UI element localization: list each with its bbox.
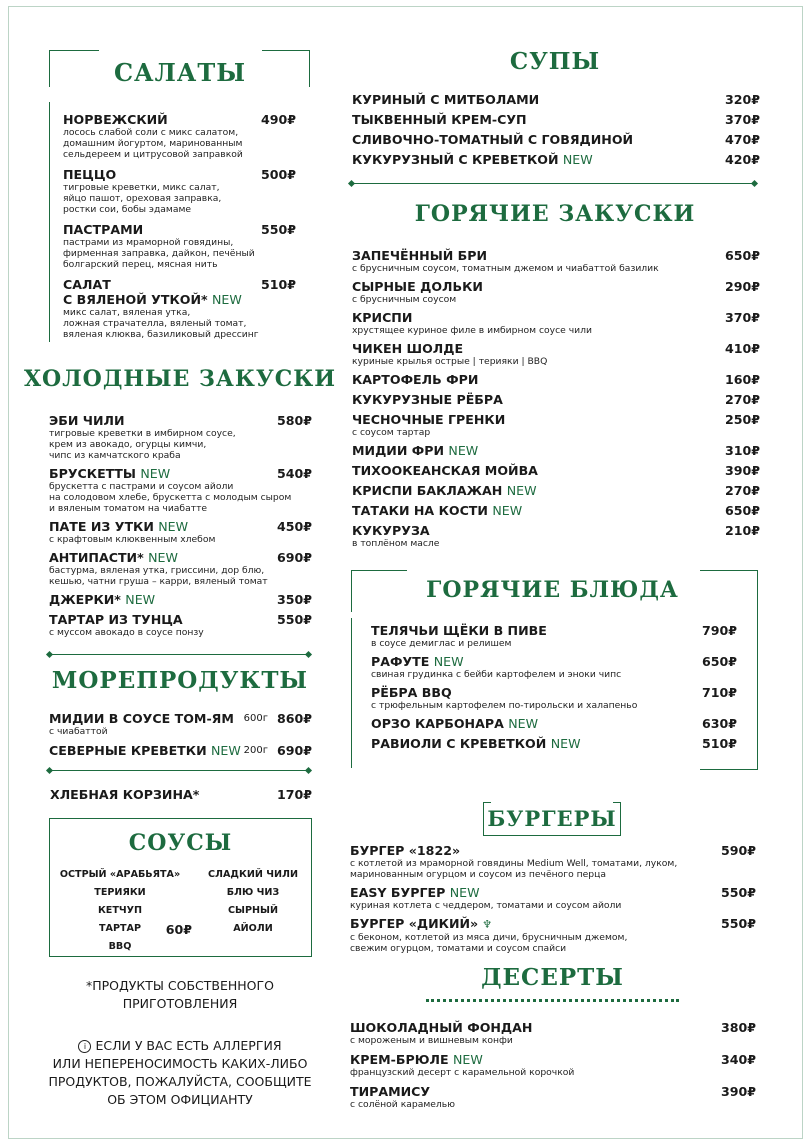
item-name bbox=[49, 519, 215, 534]
new-badge: NEW bbox=[492, 503, 523, 518]
item-name-text: ПАТЕ ИЗ УТКИ bbox=[49, 519, 154, 534]
menu-item bbox=[352, 463, 538, 478]
divider bbox=[50, 654, 310, 655]
sauce-item: ТЕРИЯКИ bbox=[94, 887, 146, 898]
menu-item bbox=[350, 916, 627, 954]
menu-item bbox=[49, 711, 234, 737]
item-name bbox=[63, 112, 243, 127]
item-description: яйцо пашот, ореховая заправка, bbox=[63, 193, 222, 204]
item-name bbox=[352, 372, 478, 387]
item-description: вяленая клюква, базиликовый дрессинг bbox=[63, 329, 259, 340]
menu-item bbox=[49, 612, 204, 638]
item-name bbox=[352, 310, 592, 325]
item-name-text: МИДИИ ФРИ bbox=[352, 443, 445, 458]
item-name bbox=[352, 132, 633, 147]
decor-line bbox=[700, 570, 758, 571]
item-name bbox=[350, 1052, 574, 1067]
note-line: ОБ ЭТОМ ОФИЦИАНТУ bbox=[107, 1092, 253, 1107]
new-badge: NEW bbox=[448, 443, 479, 458]
item-name: ХЛЕБНАЯ КОРЗИНА* bbox=[50, 787, 200, 802]
item-name-text: ОРЗО КАРБОНАРА bbox=[371, 716, 504, 731]
menu-item bbox=[63, 167, 221, 215]
section-title-soups: СУПЫ bbox=[509, 48, 601, 75]
decor-line bbox=[351, 618, 352, 768]
item-description: с крафтовым клюквенным хлебом bbox=[49, 534, 216, 545]
menu-item bbox=[352, 392, 503, 407]
item-description: кешью, чатни груша – карри, вяленый томат bbox=[49, 576, 268, 587]
item-description: сельдереем и цитрусовой заправкой bbox=[63, 149, 243, 160]
new-badge: NEW bbox=[452, 1052, 483, 1067]
item-description: с беконом, котлетой из мяса дичи, брусничным джемом, bbox=[350, 932, 628, 943]
item-price: 160₽ bbox=[724, 372, 760, 387]
menu-item bbox=[352, 248, 659, 274]
item-description: чипс из камчатского краба bbox=[49, 450, 181, 461]
item-price: 690₽ bbox=[276, 550, 312, 565]
item-name bbox=[350, 1084, 455, 1099]
item-name-text: КУРИНЫЙ С МИТБОЛАМИ bbox=[352, 92, 540, 107]
new-badge: NEW bbox=[433, 654, 464, 669]
sauce-item: БЛЮ ЧИЗ bbox=[226, 887, 280, 898]
item-name bbox=[352, 279, 483, 294]
item-name bbox=[352, 523, 439, 538]
item-name-text: АНТИПАСТИ* bbox=[49, 550, 144, 565]
item-price: 580₽ bbox=[276, 413, 312, 428]
item-name-text: С ВЯЛЕНОЙ УТКОЙ* bbox=[63, 292, 208, 307]
new-badge: NEW bbox=[158, 519, 189, 534]
item-name-text: ПЕЦЦО bbox=[63, 167, 117, 182]
item-price: 370₽ bbox=[724, 112, 760, 127]
item-description: с котлетой из мраморной говядины Medium Well, томатами, луком, bbox=[350, 858, 678, 869]
item-description: с соусом тартар bbox=[352, 427, 431, 438]
menu-item bbox=[49, 592, 155, 607]
item-name bbox=[371, 623, 547, 638]
menu-item bbox=[350, 1052, 574, 1078]
item-name bbox=[63, 277, 259, 292]
item-price: 510₽ bbox=[260, 277, 296, 292]
item-price: 210₽ bbox=[724, 523, 760, 538]
item-name bbox=[63, 222, 255, 237]
item-name-text: СЕВЕРНЫЕ КРЕВЕТКИ bbox=[49, 743, 207, 758]
decor-line bbox=[757, 570, 758, 770]
item-name-text: ПАСТРАМИ bbox=[63, 222, 144, 237]
item-name-text: КУКУРУЗА bbox=[352, 523, 430, 538]
sauce-item: АЙОЛИ bbox=[233, 923, 273, 934]
new-badge: NEW bbox=[506, 483, 537, 498]
item-name bbox=[352, 463, 538, 478]
menu-item bbox=[49, 413, 236, 461]
menu-item bbox=[352, 152, 593, 167]
new-badge: NEW bbox=[562, 152, 593, 167]
horns-icon: ♆ bbox=[482, 918, 493, 931]
item-price: 270₽ bbox=[724, 392, 760, 407]
item-name-text: БУРГЕР «1822» bbox=[350, 843, 461, 858]
item-description: свежим огурцом, томатами и соусом спайси bbox=[350, 943, 567, 954]
menu-item bbox=[49, 519, 215, 545]
item-price: 450₽ bbox=[276, 519, 312, 534]
item-price: 410₽ bbox=[724, 341, 760, 356]
item-name bbox=[352, 92, 539, 107]
sauce-item: СЛАДКИЙ ЧИЛИ bbox=[208, 869, 298, 880]
decor-line bbox=[49, 50, 99, 51]
item-name bbox=[352, 443, 478, 458]
item-description: маринованным огурцом и соусом из печёного перца bbox=[350, 869, 607, 880]
item-name bbox=[49, 743, 241, 758]
item-description: пастрами из мраморной говядины, bbox=[63, 237, 234, 248]
item-name bbox=[352, 503, 522, 518]
item-description: ростки сои, бобы эдамаме bbox=[63, 204, 192, 215]
item-price: 380₽ bbox=[720, 1020, 756, 1035]
item-description: и вяленым томатом на чиабатте bbox=[49, 503, 208, 514]
decor-line bbox=[483, 835, 621, 836]
item-description: в топлёном масле bbox=[352, 538, 440, 549]
menu-item bbox=[352, 341, 547, 367]
item-name bbox=[352, 248, 659, 263]
item-price: 650₽ bbox=[724, 503, 760, 518]
section-title-salads: САЛАТЫ bbox=[113, 58, 247, 87]
item-price: 370₽ bbox=[724, 310, 760, 325]
section-title-seafood: МОРЕПРОДУКТЫ bbox=[51, 667, 309, 694]
item-name bbox=[371, 736, 581, 751]
item-name-line2 bbox=[63, 292, 259, 307]
item-description: с муссом авокадо в соусе понзу bbox=[49, 627, 204, 638]
item-name bbox=[352, 483, 537, 498]
item-description: фирменная заправка, дайкон, печёный bbox=[63, 248, 255, 259]
item-weight: 600г bbox=[243, 713, 268, 724]
item-name-text: ТАТАКИ НА КОСТИ bbox=[352, 503, 488, 518]
item-name-text: РЁБРА BBQ bbox=[371, 685, 452, 700]
divider bbox=[50, 770, 310, 771]
item-name bbox=[49, 550, 268, 565]
item-name-text: ЭБИ ЧИЛИ bbox=[49, 413, 125, 428]
note-line: ПРИГОТОВЛЕНИЯ bbox=[122, 996, 238, 1011]
item-price: 550₽ bbox=[260, 222, 296, 237]
item-price: 690₽ bbox=[276, 743, 312, 758]
item-description: болгарский перец, мясная нить bbox=[63, 259, 218, 270]
menu-item bbox=[352, 112, 527, 127]
item-name bbox=[49, 612, 204, 627]
item-description: бастурма, вяленая утка, гриссини, дор блю, bbox=[49, 565, 265, 576]
section-title-hot-snacks: ГОРЯЧИЕ ЗАКУСКИ bbox=[414, 201, 696, 227]
new-badge: NEW bbox=[148, 550, 178, 565]
new-badge: NEW bbox=[211, 743, 241, 758]
item-description: хрустящее куриное филе в имбирном соусе чили bbox=[352, 325, 592, 336]
item-description: французский десерт с карамельной корочкой bbox=[350, 1067, 575, 1078]
item-description: свиная грудинка с бейби картофелем и эноки чипс bbox=[371, 669, 622, 680]
item-description: лосось слабой соли с микс салатом, bbox=[63, 127, 239, 138]
item-description: с чиабаттой bbox=[49, 726, 108, 737]
item-name bbox=[49, 711, 234, 726]
item-price: 650₽ bbox=[701, 654, 737, 669]
sauce-item: КЕТЧУП bbox=[97, 905, 143, 916]
menu-item bbox=[371, 716, 538, 731]
section-title-sauces: СОУСЫ bbox=[128, 830, 233, 856]
item-name-text: ТЕЛЯЧЬИ ЩЁКИ В ПИВЕ bbox=[371, 623, 547, 638]
item-name bbox=[352, 152, 593, 167]
item-price: 540₽ bbox=[276, 466, 312, 481]
item-name bbox=[350, 843, 677, 858]
sauce-item: ТАРТАР bbox=[98, 923, 141, 934]
item-name-text: ТЫКВЕННЫЙ КРЕМ-СУП bbox=[352, 112, 527, 127]
menu-item bbox=[350, 843, 677, 880]
item-price: 510₽ bbox=[701, 736, 737, 751]
decor-line bbox=[351, 570, 407, 571]
menu-item bbox=[352, 92, 539, 107]
menu-item bbox=[371, 654, 621, 680]
item-name-text: САЛАТ bbox=[63, 277, 111, 292]
sauce-item: СЫРНЫЙ bbox=[227, 905, 278, 916]
item-description: домашним йогуртом, маринованным bbox=[63, 138, 243, 149]
item-name bbox=[352, 112, 527, 127]
item-description: с трюфельным картофелем по-тирольски и халапеньо bbox=[371, 700, 638, 711]
item-price: 550₽ bbox=[276, 612, 312, 627]
item-name-text: БУРГЕР «ДИКИЙ» bbox=[350, 916, 479, 931]
item-price: 550₽ bbox=[720, 916, 756, 931]
item-name-text: КУКУРУЗНЫЙ С КРЕВЕТКОЙ bbox=[352, 152, 559, 167]
item-name bbox=[49, 413, 236, 428]
item-name bbox=[371, 654, 621, 669]
item-price: 490₽ bbox=[260, 112, 296, 127]
item-price: 710₽ bbox=[701, 685, 737, 700]
item-price: 390₽ bbox=[720, 1084, 756, 1099]
decor-line bbox=[351, 570, 352, 612]
note-line: *ПРОДУКТЫ СОБСТВЕННОГО bbox=[85, 978, 274, 993]
menu-item-bread bbox=[50, 787, 199, 802]
item-name bbox=[350, 885, 621, 900]
item-name-text: ЗАПЕЧЁННЫЙ БРИ bbox=[352, 248, 488, 263]
menu-item bbox=[49, 743, 241, 758]
item-price: 310₽ bbox=[724, 443, 760, 458]
section-title-desserts: ДЕСЕРТЫ bbox=[481, 964, 624, 991]
item-name-text: СЛИВОЧНО-ТОМАТНЫЙ С ГОВЯДИНОЙ bbox=[352, 132, 634, 147]
menu-item bbox=[352, 412, 505, 438]
menu-item bbox=[63, 277, 259, 340]
item-name-text: НОРВЕЖСКИЙ bbox=[63, 112, 168, 127]
item-price: 390₽ bbox=[724, 463, 760, 478]
item-description: с мороженым и вишневым конфи bbox=[350, 1035, 513, 1046]
item-name bbox=[371, 685, 637, 700]
item-name-text: ДЖЕРКИ* bbox=[49, 592, 121, 607]
item-name-text: КАРТОФЕЛЬ ФРИ bbox=[352, 372, 479, 387]
item-name-text: ТАРТАР ИЗ ТУНЦА bbox=[49, 612, 183, 627]
item-name-text: РАВИОЛИ С КРЕВЕТКОЙ bbox=[371, 736, 547, 751]
item-name bbox=[350, 916, 627, 932]
item-price: 420₽ bbox=[724, 152, 760, 167]
item-name-text: МИДИИ В СОУСЕ ТОМ-ЯМ bbox=[49, 711, 234, 726]
item-name-text: КРИСПИ БАКЛАЖАН bbox=[352, 483, 503, 498]
item-weight: 200г bbox=[243, 745, 268, 756]
menu-item bbox=[371, 623, 547, 649]
section-title-burgers: БУРГЕРЫ bbox=[487, 806, 617, 831]
new-badge: NEW bbox=[125, 592, 156, 607]
divider bbox=[352, 183, 756, 184]
item-description: ложная страчателла, вяленый томат, bbox=[63, 318, 247, 329]
item-description: куриная котлета с чеддером, томатами и соусом айоли bbox=[350, 900, 622, 911]
new-badge: NEW bbox=[508, 716, 539, 731]
item-name-text: ШОКОЛАДНЫЙ ФОНДАН bbox=[350, 1020, 533, 1035]
item-description: с солёной карамелью bbox=[350, 1099, 455, 1110]
item-name bbox=[49, 592, 155, 607]
item-name bbox=[350, 1020, 532, 1035]
item-price: 650₽ bbox=[724, 248, 760, 263]
item-price: 170₽ bbox=[276, 787, 312, 802]
item-name bbox=[63, 167, 221, 182]
note-line: ПРОДУКТОВ, ПОЖАЛУЙСТА, СООБЩИТЕ bbox=[48, 1074, 312, 1089]
new-badge: NEW bbox=[211, 292, 242, 307]
item-description: микс салат, вяленая утка, bbox=[63, 307, 191, 318]
item-description: брускетта с пастрами и соусом айоли bbox=[49, 481, 234, 492]
sauce-item: BBQ bbox=[108, 941, 132, 952]
note-line: ИЛИ НЕПЕРЕНОСИМОСТЬ КАКИХ-ЛИБО bbox=[52, 1056, 308, 1071]
menu-item bbox=[352, 443, 478, 458]
decor-line bbox=[49, 102, 50, 342]
item-price: 590₽ bbox=[720, 843, 756, 858]
item-name bbox=[352, 412, 505, 427]
item-price: 630₽ bbox=[701, 716, 737, 731]
menu-item bbox=[352, 523, 439, 549]
menu-item bbox=[352, 132, 633, 147]
decor-line bbox=[483, 802, 491, 803]
item-name bbox=[352, 392, 503, 407]
item-description: с брусничным соусом, томатным джемом и чиабаттой базилик bbox=[352, 263, 659, 274]
item-name-text: КРИСПИ bbox=[352, 310, 413, 325]
menu-item bbox=[350, 1084, 455, 1110]
menu-item bbox=[352, 279, 483, 305]
dotted-divider bbox=[426, 999, 679, 1002]
info-icon: i bbox=[78, 1040, 91, 1053]
item-description: с брусничным соусом bbox=[352, 294, 457, 305]
item-description: в соусе демиглас и релишем bbox=[371, 638, 512, 649]
section-title-cold: ХОЛОДНЫЕ ЗАКУСКИ bbox=[23, 366, 337, 392]
item-name-text: ТИРАМИСУ bbox=[350, 1084, 431, 1099]
item-price: 340₽ bbox=[720, 1052, 756, 1067]
item-price: 350₽ bbox=[276, 592, 312, 607]
item-name-text: СЫРНЫЕ ДОЛЬКИ bbox=[352, 279, 483, 294]
item-price: 250₽ bbox=[724, 412, 760, 427]
item-description: на солодовом хлебе, брускетта с молодым сыром bbox=[49, 492, 292, 503]
menu-item bbox=[352, 310, 592, 336]
item-description: куриные крылья острые | терияки | BBQ bbox=[352, 356, 548, 367]
item-name-text: КРЕМ-БРЮЛЕ bbox=[350, 1052, 449, 1067]
sauce-item: ОСТРЫЙ «АРАБЬЯТА» bbox=[59, 869, 181, 880]
item-description: тигровые креветки, микс салат, bbox=[63, 182, 220, 193]
item-price: 270₽ bbox=[724, 483, 760, 498]
decor-line bbox=[262, 50, 310, 51]
new-badge: NEW bbox=[449, 885, 480, 900]
item-description: тигровые креветки в имбирном соусе, bbox=[49, 428, 236, 439]
item-name-text: ЧИКЕН ШОЛДЕ bbox=[352, 341, 464, 356]
new-badge: NEW bbox=[550, 736, 581, 751]
item-name bbox=[352, 341, 547, 356]
item-name-text: КУКУРУЗНЫЕ РЁБРА bbox=[352, 392, 503, 407]
menu-item bbox=[49, 550, 268, 587]
item-price: 470₽ bbox=[724, 132, 760, 147]
item-name-text: ТИХООКЕАНСКАЯ МОЙВА bbox=[352, 463, 538, 478]
decor-line bbox=[700, 769, 758, 770]
item-price: 290₽ bbox=[724, 279, 760, 294]
item-name-text: РАФУТЕ bbox=[371, 654, 430, 669]
note-line: i ЕСЛИ У ВАС ЕСТЬ АЛЛЕРГИЯ bbox=[30, 1037, 330, 1055]
item-price: 790₽ bbox=[701, 623, 737, 638]
menu-item bbox=[63, 112, 243, 160]
menu-item bbox=[63, 222, 255, 270]
item-price: 500₽ bbox=[260, 167, 296, 182]
item-name-text: ЧЕСНОЧНЫЕ ГРЕНКИ bbox=[352, 412, 506, 427]
menu-item bbox=[352, 483, 537, 498]
item-name-text: EASY БУРГЕР bbox=[350, 885, 446, 900]
menu-item bbox=[352, 503, 522, 518]
note-allergy bbox=[30, 1037, 330, 1109]
sauces-price: 60₽ bbox=[165, 922, 192, 937]
section-title-hot-dishes: ГОРЯЧИЕ БЛЮДА bbox=[426, 577, 679, 603]
note-own bbox=[50, 977, 310, 1013]
item-name bbox=[371, 716, 538, 731]
new-badge: NEW bbox=[140, 466, 171, 481]
menu-item bbox=[350, 1020, 532, 1046]
menu-item bbox=[352, 372, 478, 387]
item-description: крем из авокадо, огурцы кимчи, bbox=[49, 439, 207, 450]
menu-item bbox=[350, 885, 621, 911]
menu-item bbox=[371, 685, 637, 711]
item-name-text: БРУСКЕТТЫ bbox=[49, 466, 136, 481]
item-price: 860₽ bbox=[276, 711, 312, 726]
menu-item bbox=[371, 736, 581, 751]
item-price: 550₽ bbox=[720, 885, 756, 900]
item-price: 320₽ bbox=[724, 92, 760, 107]
